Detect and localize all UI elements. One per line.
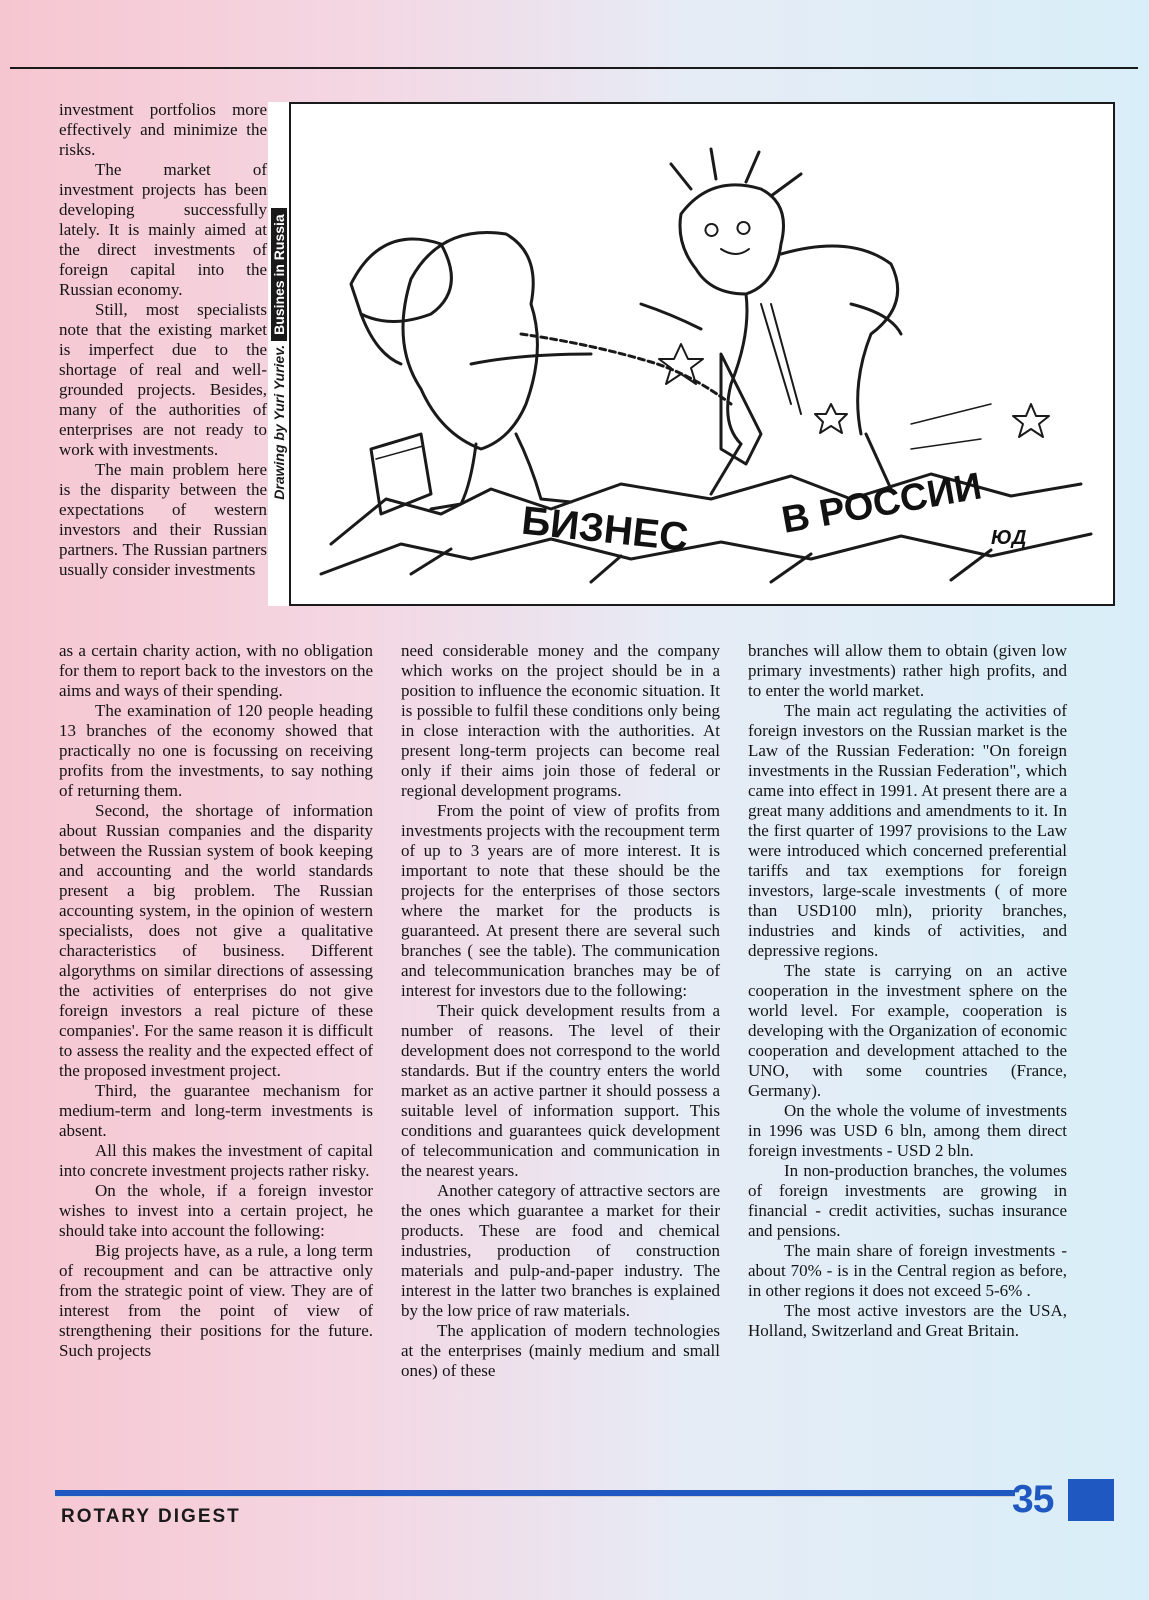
credit-section: Busines in Russia	[271, 208, 287, 341]
paragraph: need considerable money and the company which works on the project should be in a position to influence the economic situation. It is possible to fulfil these conditions only being in close interaction with the authorities. At present long-term projects can become real only if their aims join those of federal or regional development programs.	[401, 641, 720, 800]
paragraph: Another category of attractive sectors are the ones which guarantee a market for their products. These are food and chemical industries, production of construction materials and pulp-and-paper industry. The interest in the latter two branches is explained by the low price of raw materials.	[401, 1181, 720, 1320]
paragraph: investment portfolios more effectively and minimize the risks.	[59, 100, 267, 159]
artist-signature: ЮД	[991, 527, 1027, 549]
cartoon-illustration	[289, 102, 1115, 606]
column-2	[401, 641, 720, 1381]
paragraph: Their quick development results from a number of reasons. The level of their development does not correspond to the world standards. But if the country enters the world market as an active partner it should possess a suitable level of information support. This conditions and guarantees quick development of telecommunication and communication in the nearest years.	[401, 1001, 720, 1180]
cartoon-caption-word2: В РОССИИ	[778, 465, 985, 542]
publication-name: ROTARY DIGEST	[61, 1506, 241, 1527]
page-number-block	[1068, 1479, 1114, 1521]
illustration-credit	[268, 102, 290, 606]
paragraph: The application of modern technologies at the enterprises (mainly medium and small ones) of these	[401, 1321, 720, 1380]
column-1-bottom	[59, 641, 373, 1361]
paragraph: In non-production branches, the volumes of foreign investments are growing in financial - credit activities, suchas insurance and pensions.	[748, 1161, 1067, 1240]
column-1-top	[59, 100, 267, 580]
paragraph: The state is carrying on an active cooperation in the investment sphere on the world level. For example, cooperation is developing with the Organization of economic cooperation and development attached to the UNO, with some countries (France, Germany).	[748, 961, 1067, 1100]
paragraph: The main act regulating the activities of foreign investors on the Russian market is the Law of the Russian Federation: "On foreign investments in the Russian Federation", which came into effect in 1991. At present there are a great many additions and amendments to it. In the first quarter of 1997 provisions to the Law were introduced which concerned preferential tariffs and tax exemptions for foreign investors, large-scale investments ( of more than USD100 mln), priority branches, industries and kinds of activities, and depressive regions.	[748, 701, 1067, 960]
paragraph: The main problem here is the disparity between the expectations of western investors and their Russian partners. The Russian partners usually consider investments	[59, 460, 267, 579]
paragraph: The most active investors are the USA, Holland, Switzerland and Great Britain.	[748, 1301, 1067, 1340]
paragraph: On the whole, if a foreign investor wishes to invest into a certain project, he should take into account the following:	[59, 1181, 373, 1240]
paragraph: Third, the guarantee mechanism for medium-term and long-term investments is absent.	[59, 1081, 373, 1140]
cartoon-drawing	[291, 104, 1113, 604]
cartoon-caption-word1: БИЗНЕС	[519, 498, 691, 560]
top-rule	[10, 67, 1138, 69]
credit-artist: Drawing by Yuri Yuriev.	[271, 344, 287, 500]
page-number: 35	[1012, 1478, 1054, 1521]
paragraph: branches will allow them to obtain (given low primary investments) rather high profits, and to enter the world market.	[748, 641, 1067, 700]
column-3	[748, 641, 1067, 1341]
paragraph: Second, the shortage of information about Russian companies and the disparity between the Russian system of book keeping and accounting and the world standards present a big problem. The Russian accounting system, in the opinion of western specialists, does not give a qualitative characteristics of business. Different algorythms on similar directions of assessing the activities of enterprises do not give foreign investors a real picture of these companies'. For the same reason it is difficult to assess the reality and the expected effect of the proposed investment project.	[59, 801, 373, 1080]
paragraph: Big projects have, as a rule, a long term of recoupment and can be attractive only from the strategic point of view. They are of interest from the point of view of strengthening their positions for the future. Such projects	[59, 1241, 373, 1360]
paragraph: The main share of foreign investments - about 70% - is in the Central region as before, in other regions it does not exceed 5-6% .	[748, 1241, 1067, 1300]
paragraph: On the whole the volume of investments in 1996 was USD 6 bln, among them direct foreign investments - USD 2 bln.	[748, 1101, 1067, 1160]
paragraph: as a certain charity action, with no obligation for them to report back to the investors on the aims and ways of their spending.	[59, 641, 373, 700]
paragraph: All this makes the investment of capital into concrete investment projects rather risky.	[59, 1141, 373, 1180]
paragraph: The market of investment projects has been developing successfully lately. It is mainly aimed at the direct investments of foreign capital into the Russian economy.	[59, 160, 267, 299]
footer-rule-shadow	[55, 1496, 1015, 1497]
paragraph: The examination of 120 people heading 13 branches of the economy showed that practically no one is focussing on receiving profits from the investments, to say nothing of returning them.	[59, 701, 373, 800]
paragraph: Still, most specialists note that the existing market is imperfect due to the shortage of real and well-grounded projects. Besides, many of the authorities of enterprises are not ready to work with investments.	[59, 300, 267, 459]
paragraph: From the point of view of profits from investments projects with the recoupment term of up to 3 years are of more interest. It is important to note that these should be the projects for the enterprises of those sectors where the market for the products is guaranteed. At present there are several such branches ( see the table). The communication and telecommunication branches may be of interest for investors due to the following:	[401, 801, 720, 1000]
